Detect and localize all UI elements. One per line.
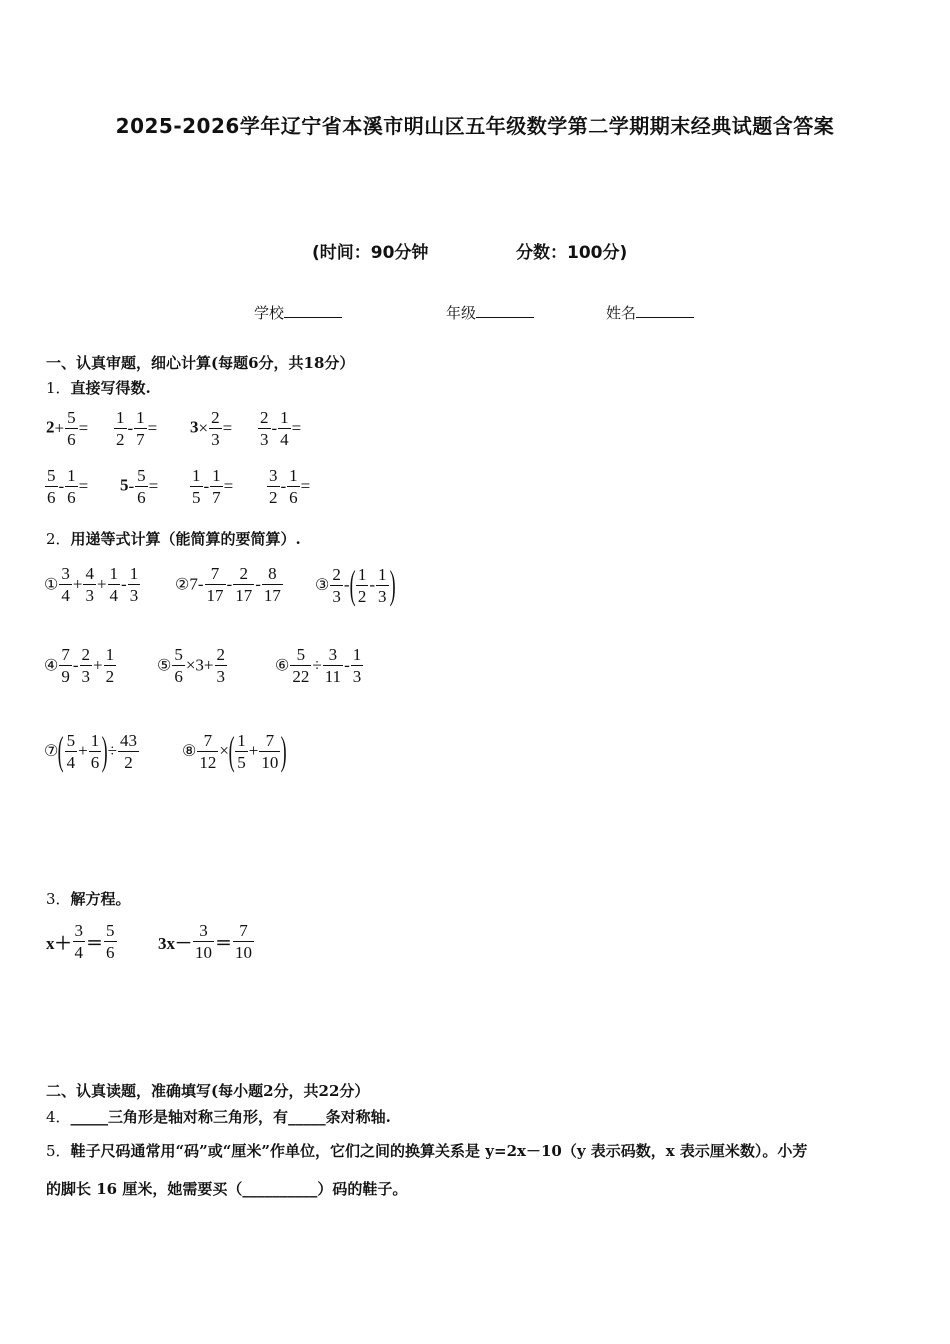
op: = <box>222 418 233 438</box>
q1-row1-d <box>257 407 301 450</box>
grade-field <box>446 302 534 323</box>
q5-text-3: ）码的鞋子。 <box>317 1180 408 1198</box>
fraction <box>65 407 78 450</box>
q5-number: 5． <box>46 1142 71 1160</box>
denominator: 6 <box>47 488 56 507</box>
question-1 <box>46 377 151 398</box>
fraction <box>235 730 248 773</box>
q4-text-2: 条对称轴. <box>325 1108 391 1126</box>
op: - <box>255 574 261 594</box>
denominator: 10 <box>261 752 279 772</box>
numerator: 1 <box>378 564 387 584</box>
right-paren: ) <box>101 728 108 773</box>
q3-number: 3． <box>46 890 71 908</box>
q2-item-6 <box>275 644 364 687</box>
numerator: 3 <box>269 466 278 485</box>
num: 5 <box>120 475 129 495</box>
fraction <box>65 730 78 773</box>
denominator: 17 <box>206 586 224 605</box>
denominator: 3 <box>332 586 341 606</box>
fraction <box>205 563 226 606</box>
q3-equation-2 <box>158 920 255 963</box>
denominator: 11 <box>324 667 342 686</box>
op: × <box>198 418 209 438</box>
numerator: 1 <box>289 466 298 485</box>
numerator: 3 <box>323 644 343 666</box>
q2-item-3 <box>315 563 395 607</box>
numerator: 5 <box>137 466 146 485</box>
grade-label: 年级 <box>446 304 477 322</box>
op: ×3+ <box>185 655 214 675</box>
op: - <box>344 655 350 675</box>
denominator: 3 <box>85 586 94 605</box>
numerator: 7 <box>197 730 218 752</box>
numerator: 7 <box>259 730 280 752</box>
section1-heading: 一、认真审题，细心计算(每题6分，共18分） <box>46 354 355 372</box>
fraction <box>104 920 117 963</box>
fraction <box>267 465 280 508</box>
numerator: 1 <box>357 564 367 584</box>
numerator: 1 <box>280 408 289 427</box>
q5-blank[interactable]: __________ <box>242 1180 318 1198</box>
op: - <box>58 476 65 496</box>
grade-blank[interactable] <box>476 303 534 318</box>
fraction <box>259 730 280 773</box>
denominator: 2 <box>116 430 125 449</box>
denominator: 6 <box>67 488 76 507</box>
numerator: 1 <box>105 645 115 664</box>
fraction <box>45 465 58 508</box>
op: = <box>291 418 302 438</box>
fraction <box>65 465 78 508</box>
numerator: 5 <box>174 645 183 664</box>
q2-item-1 <box>44 563 141 606</box>
fraction <box>323 644 343 687</box>
fraction <box>134 407 147 450</box>
q5-text-2: 的脚长 16 厘米，她需要买（ <box>46 1180 243 1198</box>
denominator: 4 <box>66 752 76 772</box>
op: - <box>127 418 134 438</box>
q2-item-7 <box>44 729 140 773</box>
numerator: 2 <box>211 408 220 427</box>
q1-row1 <box>46 407 88 450</box>
denominator: 6 <box>67 430 76 449</box>
q2-text: 用递等式计算（能简算的要简算）. <box>70 530 301 548</box>
fraction <box>89 730 102 773</box>
question-5-line1 <box>46 1140 807 1161</box>
q5-text-1: 鞋子尺码通常用“码”或“厘米”作单位，它们之间的换算关系是 y=2x－10（y 表示码数，x 表示厘米数）。小芳 <box>70 1142 808 1160</box>
denominator: 10 <box>235 943 252 962</box>
fraction <box>287 465 300 508</box>
num: 3 <box>190 417 199 437</box>
name-label: 姓名 <box>606 304 637 322</box>
numerator: 7 <box>61 645 70 664</box>
denominator: 3 <box>260 430 269 449</box>
numerator: 5 <box>67 408 76 427</box>
numerator: 1 <box>136 408 145 427</box>
school-label: 学校 <box>254 304 285 322</box>
op: = <box>78 418 89 438</box>
denominator: 3 <box>216 667 226 686</box>
left-paren: ( <box>58 728 65 773</box>
item-number: ⑧ <box>182 743 197 760</box>
q4-blank-1[interactable]: _____ <box>70 1108 109 1126</box>
q3-equation-1 <box>46 920 118 963</box>
numerator: 1 <box>352 645 362 664</box>
q1-row1-c <box>190 407 232 450</box>
denominator: 3 <box>129 586 139 605</box>
op: + <box>96 574 107 594</box>
fraction <box>351 644 364 687</box>
denominator: 12 <box>199 752 217 772</box>
q4-blank-2[interactable]: _____ <box>288 1108 326 1126</box>
q4-text-1: 三角形是轴对称三角形，有 <box>108 1108 289 1126</box>
op: + <box>72 574 83 594</box>
denominator: 6 <box>289 488 298 507</box>
fraction <box>80 644 93 687</box>
op: - <box>271 418 278 438</box>
numerator: 2 <box>260 408 269 427</box>
denominator: 10 <box>195 943 212 962</box>
numerator: 43 <box>119 730 137 750</box>
q2-number: 2． <box>46 530 71 548</box>
op: + <box>54 418 65 438</box>
denominator: 6 <box>90 752 100 772</box>
q1-row2-a <box>44 465 88 508</box>
item-number: ① <box>44 576 59 594</box>
question-2 <box>46 528 301 549</box>
num: 7 <box>189 574 198 594</box>
numerator: 5 <box>66 730 76 750</box>
question-4 <box>46 1106 391 1127</box>
numerator: 1 <box>237 730 246 750</box>
fraction <box>209 407 222 450</box>
fraction <box>210 465 223 508</box>
numerator: 2 <box>81 645 91 664</box>
fraction <box>104 644 117 687</box>
question-5-line2 <box>46 1178 407 1199</box>
op: + <box>248 741 259 760</box>
q2-item-2 <box>175 563 284 606</box>
numerator: 5 <box>106 921 115 940</box>
op: - <box>72 655 79 675</box>
denominator: 3 <box>378 586 387 606</box>
fraction <box>108 563 121 606</box>
fraction <box>114 407 127 450</box>
op: + <box>93 655 103 675</box>
numerator: 3 <box>74 921 83 940</box>
op: - <box>343 575 350 594</box>
op: ÷ <box>312 655 322 675</box>
denominator: 5 <box>237 752 246 772</box>
q1-number: 1． <box>46 379 71 397</box>
op: - <box>203 476 210 496</box>
numerator: 5 <box>47 466 56 485</box>
item-number: ⑥ <box>275 657 290 675</box>
denominator: 6 <box>137 488 146 507</box>
numerator: 2 <box>332 564 341 584</box>
op: - <box>128 476 135 496</box>
denominator: 2 <box>357 586 367 606</box>
op: - <box>226 574 233 594</box>
op: ＝ <box>86 934 103 953</box>
op: = <box>147 418 158 438</box>
right-paren: ) <box>389 562 396 607</box>
term: x＋ <box>46 934 72 953</box>
numerator: 3 <box>61 564 70 583</box>
numerator: 1 <box>67 466 76 485</box>
item-number: ② <box>175 576 190 594</box>
fraction <box>172 644 185 687</box>
left-paren: ( <box>228 728 235 773</box>
item-number: ④ <box>44 657 59 675</box>
page-title: 2025-2026学年辽宁省本溪市明山区五年级数学第二学期期末经典试题含答案 <box>115 114 835 138</box>
fraction <box>356 564 369 607</box>
denominator: 7 <box>212 488 221 507</box>
fraction <box>135 465 148 508</box>
left-paren: ( <box>349 562 356 607</box>
fraction <box>73 920 86 963</box>
numerator: 1 <box>109 564 119 583</box>
q1-row1-b <box>113 407 157 450</box>
denominator: 2 <box>269 488 278 507</box>
op: ÷ <box>107 741 117 760</box>
numerator: 1 <box>129 564 139 583</box>
op: = <box>148 476 159 496</box>
numerator: 2 <box>233 563 254 585</box>
numerator: 1 <box>116 408 125 427</box>
fraction <box>233 920 254 963</box>
op: = <box>78 476 89 496</box>
fraction <box>118 730 139 773</box>
op: - <box>369 575 376 594</box>
op: ＝ <box>215 934 232 953</box>
op: - <box>121 574 127 594</box>
numerator: 8 <box>262 563 283 585</box>
numerator: 3 <box>193 920 214 942</box>
name-blank[interactable] <box>636 303 694 318</box>
q1-row2-c <box>189 465 233 508</box>
right-paren: ) <box>281 728 288 773</box>
denominator: 6 <box>106 943 115 962</box>
fraction <box>262 563 283 606</box>
num: 2 <box>46 417 55 437</box>
op: - <box>197 574 204 594</box>
item-number: ⑦ <box>44 743 59 760</box>
op: - <box>280 476 287 496</box>
denominator: 4 <box>109 586 119 605</box>
school-field <box>254 302 342 323</box>
fraction <box>290 644 311 687</box>
school-blank[interactable] <box>284 303 342 318</box>
numerator: 2 <box>216 645 226 664</box>
item-number: ③ <box>315 577 330 594</box>
fraction <box>128 563 141 606</box>
q2-item-8 <box>182 729 287 773</box>
op: + <box>78 741 88 760</box>
numerator: 7 <box>205 563 226 585</box>
fraction <box>83 563 96 606</box>
question-3 <box>46 888 131 909</box>
q2-item-4 <box>44 644 117 687</box>
numerator: 7 <box>233 920 254 942</box>
numerator: 1 <box>192 466 201 485</box>
item-number: ⑤ <box>157 657 172 675</box>
fraction <box>330 564 343 607</box>
numerator: 1 <box>90 730 100 750</box>
numerator: 5 <box>290 644 311 666</box>
numerator: 1 <box>212 466 221 485</box>
fraction <box>190 465 203 508</box>
numerator: 4 <box>85 564 94 583</box>
denominator: 4 <box>74 943 83 962</box>
exam-score: 分数：100分) <box>516 243 628 263</box>
fraction <box>197 730 218 773</box>
fraction <box>278 407 291 450</box>
denominator: 17 <box>263 586 281 605</box>
term: 3x－ <box>158 934 192 953</box>
section2-heading: 二、认真读题，准确填写(每小题2分，共22分） <box>46 1082 370 1100</box>
denominator: 4 <box>280 430 289 449</box>
fraction <box>215 644 228 687</box>
op: = <box>300 476 311 496</box>
denominator: 17 <box>235 586 253 605</box>
q1-row2-b <box>120 465 158 508</box>
fraction <box>193 920 214 963</box>
fraction <box>59 644 72 687</box>
denominator: 3 <box>352 667 362 686</box>
denominator: 7 <box>136 430 145 449</box>
op: = <box>223 476 234 496</box>
denominator: 9 <box>61 667 70 686</box>
fraction <box>258 407 271 450</box>
denominator: 2 <box>124 752 133 772</box>
denominator: 5 <box>192 488 201 507</box>
exam-time: (时间：90分钟 <box>312 243 429 263</box>
fraction <box>376 564 389 607</box>
op: × <box>219 741 229 760</box>
denominator: 2 <box>105 667 115 686</box>
denominator: 4 <box>61 586 70 605</box>
q3-text: 解方程。 <box>70 890 131 908</box>
fraction <box>233 563 254 606</box>
denominator: 3 <box>211 430 220 449</box>
fraction <box>59 563 72 606</box>
denominator: 6 <box>174 667 183 686</box>
q2-item-5 <box>157 644 228 687</box>
q1-row2-d <box>266 465 310 508</box>
denominator: 22 <box>292 667 310 686</box>
name-field <box>606 302 694 323</box>
denominator: 3 <box>81 667 91 686</box>
q4-number: 4． <box>46 1108 71 1126</box>
q1-text: 直接写得数. <box>70 379 151 397</box>
